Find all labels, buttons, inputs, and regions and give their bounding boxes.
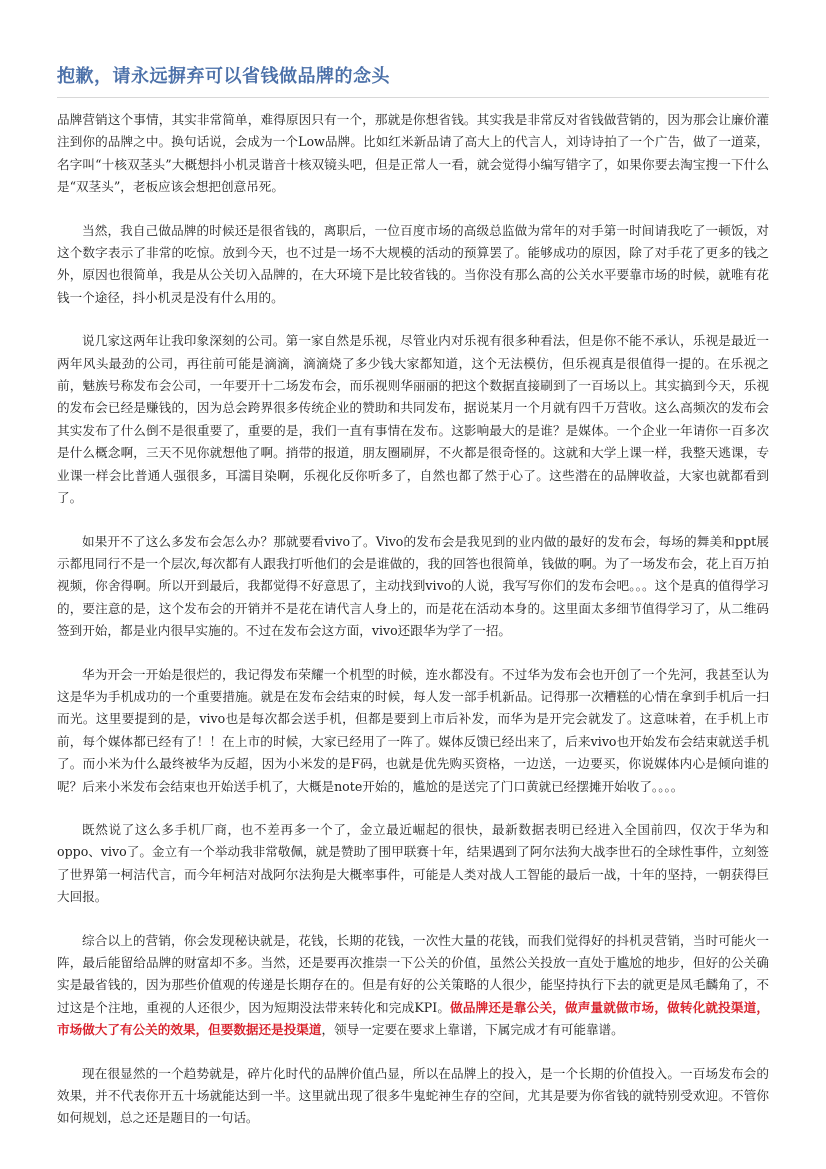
paragraph-3: 说几家这两年让我印象深刻的公司。第一家自然是乐视，尽管业内对乐视有很多种看法，但是你不能不承认，乐视是最近一两年风头最劲的公司，再往前可能是滴滴，滴滴烧了多少钱大家都知道，这个无法模仿，但乐视真是很值得一提的。在乐视之前，魅族号称发布会公司，一年要开十二场发布会，而乐视则华丽丽的把这个数据直接刷到了一百场以上。其实搞到今天，乐视的发布会已经是赚钱的，因为总会跨界很多传统企业的赞助和共同发布，据说某月一个月就有四千万营收。这么高频次的发布会其实发布了什么倒不是很重要了，重要的是，我们一直有事情在发布。这影响最大的是谁？是媒体。一个企业一年请你一百多次是什么概念啊，三天不见你就想他了啊。捎带的报道，朋友圈刷屏，不火都是很奇怪的。这就和大学上课一样，我整天逃课，专业课一样会比普通人强很多，耳濡目染啊，乐视化反你听多了，自然也都了然于心了。这些潜在的品牌收益，大家也就都看到了。	[57, 333, 769, 506]
paragraph-7-tail: ，领导一定要在要求上靠谱，下属完成才有可能靠谱。	[321, 1022, 624, 1038]
paragraph-7-text: 综合以上的营销，你会发现秘诀就是，花钱，长期的花钱，一次性大量的花钱，而我们觉得好的抖机灵营销，当时可能火一阵，最后能留给品牌的财富却不多。当然，还是要再次推崇一下公关的价值，虽然公关投放一直处于尴尬的地步，但好的公关确实是最省钱的，因为那些价值观的传递是长期存在的。但是有好的公关策略的人很少，能坚持执行下去的就更是凤毛麟角了，不过这是个注地，重视的人还很少，因为短期没法带来转化和完成KPI。	[57, 932, 769, 1015]
paragraph-4: 如果开不了这么多发布会怎么办？那就要看vivo了。Vivo的发布会是我见到的业内做的最好的发布会，每场的舞美和ppt展示都甩同行不是一个层次,每次都有人跟我打听他们的会是谁做的，我的回答也很简单，钱做的啊。为了一场发布会，花上百万拍视频，你舍得啊。所以开到最后，我都觉得不好意思了，主动找到vivo的人说，我写写你们的发布会吧。。。这个是真的值得学习的，要注意的是，这个发布会的开销并不是花在请代言人身上的，而是花在活动本身的。这里面太多细节值得学习了，从二维码签到开始，都是业内很早实施的。不过在发布会这方面，vivo还跟华为学了一招。	[57, 533, 769, 639]
paragraph-7	[57, 930, 769, 1042]
article-title: 抱歉，请永远摒弃可以省钱做品牌的念头	[57, 62, 769, 98]
paragraph-1: 品牌营销这个事情，其实非常简单，难得原因只有一个，那就是你想省钱。其实我是非常反对省钱做营销的，因为那会让廉价灌注到你的品牌之中。换句话说，会成为一个Low品牌。比如红米新品请了高大上的代言人，刘诗诗拍了一个广告，做了一道菜，名字叫“十核双茎头”大概想抖小机灵谐音十核双镜头吧，但是正常人一看，就会觉得小编写错字了，如果你要去淘宝搜一下什么是“双茎头”，老板应该会想把创意吊死。	[57, 112, 769, 195]
document-page	[57, 62, 769, 1130]
paragraph-2: 当然，我自己做品牌的时候还是很省钱的，离职后，一位百度市场的高级总监做为常年的对手第一时间请我吃了一顿饭，对这个数字表示了非常的吃惊。放到今天，也不过是一场不大规模的活动的预算罢了。能够成功的原因，除了对手花了更多的钱之外，原因也很简单，我是从公关切入品牌的，在大环境下是比较省钱的。当你没有那么高的公关水平要靠市场的时候，就唯有花钱一个途径，抖小机灵是没有什么用的。	[57, 222, 769, 305]
paragraph-8: 现在很显然的一个趋势就是，碎片化时代的品牌价值凸显，所以在品牌上的投入，是一个长期的价值投入。一百场发布会的效果，并不代表你开五十场就能达到一半。这里就出现了很多牛鬼蛇神生存的空间，尤其是要为你省钱的就特别受欢迎。不管你如何规划，总之还是题目的一句话。	[57, 1065, 769, 1126]
paragraph-6: 既然说了这么多手机厂商，也不差再多一个了，金立最近崛起的很快，最新数据表明已经进入全国前四，仅次于华为和oppo、vivo了。金立有一个举动我非常敬佩，就是赞助了围甲联赛十年，结果遇到了阿尔法狗大战李世石的全球性事件，立刻签了世界第一柯洁代言，而今年柯洁对战阿尔法狗是大概率事件，可能是人类对战人工智能的最后一战，十年的坚持，一朝获得巨大回报。	[57, 821, 770, 905]
paragraph-5: 华为开会一开始是很烂的，我记得发布荣耀一个机型的时候，连水都没有。不过华为发布会也开创了一个先河，我甚至认为这是华为手机成功的一个重要措施。就是在发布会结束的时候，每人发一部手机新品。记得那一次糟糕的心情在拿到手机后一扫而光。这里要提到的是，vivo也是每次都会送手机，但都是要到上市后补发，而华为是开完会就发了。这意味着，在手机上市前，每个媒体都已经有了！！在上市的时候，大家已经用了一阵了。媒体反馈已经出来了，后来vivo也开始发布会结束就送手机了。而小米为什么最终被华为反超，因为小米发的是F码，也就是优先购买资格，一边送，一边要买，你说媒体内心是倾向谁的呢？后来小米发布会结束也开始送手机了，大概是note开始的，尴尬的是送完了门口黄就已经摆摊开始收了。。。。	[57, 666, 769, 794]
highlighted-statement: 做品牌还是靠公关，做声量就做市场，做转化就投渠道，市场做大了有公关的效果，但要数据还是投渠道	[57, 999, 770, 1038]
